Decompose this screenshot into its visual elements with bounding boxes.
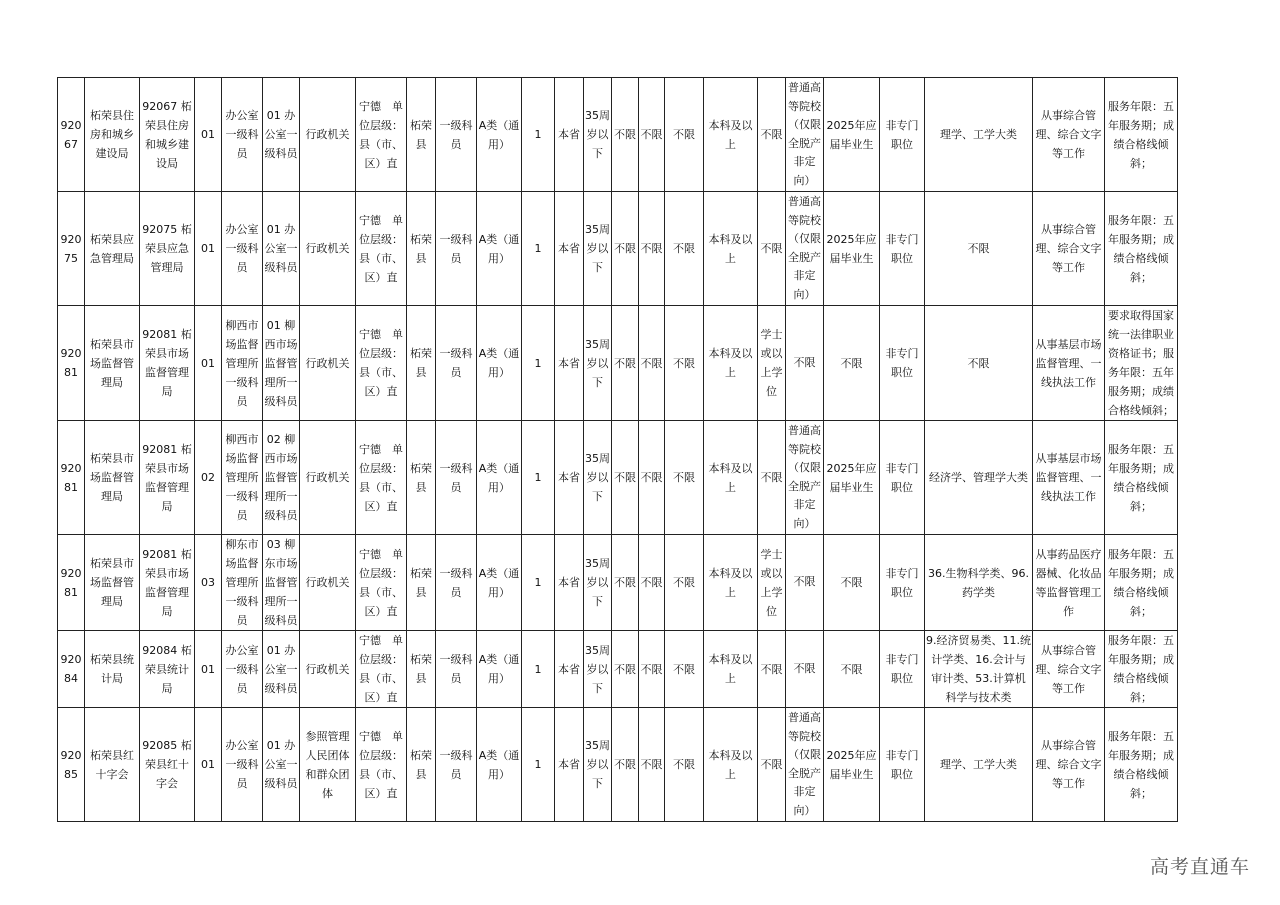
- cell-exam-category: A类（通用）: [477, 78, 522, 192]
- cell-remarks: 服务年限：五年服务期；成绩合格线倾斜；: [1105, 421, 1178, 535]
- cell-post-name: 柳西市场监督管理所一级科员: [222, 421, 263, 535]
- cell-remarks: 要求取得国家统一法律职业资格证书；服务年限：五年服务期；成绩合格线倾斜；: [1105, 306, 1178, 421]
- cell-education: 本科及以上: [704, 192, 758, 306]
- cell-unit-level: 宁德 单位层级：县（市、区）直: [356, 421, 407, 535]
- cell-political: 不限: [665, 535, 704, 631]
- cell-post-code: 01: [195, 192, 222, 306]
- cell-exam-category: A类（通用）: [477, 708, 522, 822]
- watermark: 高考直通车: [1149, 856, 1250, 878]
- cell-post-grade: 一级科员: [436, 306, 477, 421]
- cell-code-unit-name: 92067 柘荣县住房和城乡建设局: [140, 78, 195, 192]
- cell-post-type: 非专门职位: [880, 78, 925, 192]
- cell-headcount: 1: [522, 708, 555, 822]
- cell-post-type: 非专门职位: [880, 192, 925, 306]
- cell-major: 不限: [925, 306, 1033, 421]
- cell-household: 本省: [555, 535, 584, 631]
- cell-duties: 从事基层市场监督管理、一线执法工作: [1033, 421, 1105, 535]
- cell-education: 本科及以上: [704, 421, 758, 535]
- cell-age: 35周岁以下: [584, 535, 612, 631]
- cell-unit-nature: 行政机关: [300, 78, 356, 192]
- cell-unit-nature: 参照管理人民团体和群众团体: [300, 708, 356, 822]
- cell-code-post-name: 01 办公室一级科员: [263, 78, 300, 192]
- cell-ethnicity: 不限: [639, 192, 665, 306]
- cell-headcount: 1: [522, 192, 555, 306]
- cell-candidate-type: 不限: [824, 306, 880, 421]
- cell-household: 本省: [555, 78, 584, 192]
- cell-major: 理学、工学大类: [925, 708, 1033, 822]
- cell-gender: 不限: [612, 192, 639, 306]
- cell-unit-code: 92081: [58, 421, 85, 535]
- cell-degree: 学士或以上学位: [758, 306, 786, 421]
- cell-gender: 不限: [612, 421, 639, 535]
- cell-headcount: 1: [522, 631, 555, 708]
- cell-school-type: 不限: [786, 306, 824, 421]
- cell-ethnicity: 不限: [639, 535, 665, 631]
- cell-headcount: 1: [522, 535, 555, 631]
- cell-post-code: 02: [195, 421, 222, 535]
- cell-major: 不限: [925, 192, 1033, 306]
- cell-school-type: 普通高等院校（仅限全脱产非定向）: [786, 421, 824, 535]
- cell-county: 柘荣县: [407, 306, 436, 421]
- cell-county: 柘荣县: [407, 192, 436, 306]
- cell-education: 本科及以上: [704, 708, 758, 822]
- table-row: [58, 192, 1178, 306]
- cell-post-name: 办公室一级科员: [222, 708, 263, 822]
- cell-unit-code: 92081: [58, 306, 85, 421]
- cell-unit-code: 92084: [58, 631, 85, 708]
- cell-unit-code: 92067: [58, 78, 85, 192]
- cell-household: 本省: [555, 631, 584, 708]
- cell-code-post-name: 03 柳东市场监督管理所一级科员: [263, 535, 300, 631]
- cell-exam-category: A类（通用）: [477, 192, 522, 306]
- cell-political: 不限: [665, 192, 704, 306]
- cell-post-type: 非专门职位: [880, 306, 925, 421]
- cell-duties: 从事综合管理、综合文字等工作: [1033, 631, 1105, 708]
- cell-unit-nature: 行政机关: [300, 192, 356, 306]
- cell-headcount: 1: [522, 78, 555, 192]
- cell-unit-nature: 行政机关: [300, 535, 356, 631]
- cell-post-grade: 一级科员: [436, 535, 477, 631]
- cell-post-grade: 一级科员: [436, 421, 477, 535]
- cell-unit-code: 92081: [58, 535, 85, 631]
- cell-gender: 不限: [612, 78, 639, 192]
- cell-code-unit-name: 92081 柘荣县市场监督管理局: [140, 535, 195, 631]
- cell-unit-level: 宁德 单位层级：县（市、区）直: [356, 535, 407, 631]
- cell-post-grade: 一级科员: [436, 78, 477, 192]
- cell-headcount: 1: [522, 421, 555, 535]
- cell-education: 本科及以上: [704, 306, 758, 421]
- cell-code-post-name: 01 办公室一级科员: [263, 631, 300, 708]
- cell-code-unit-name: 92084 柘荣县统计局: [140, 631, 195, 708]
- cell-post-code: 01: [195, 631, 222, 708]
- cell-household: 本省: [555, 192, 584, 306]
- cell-degree: 学士或以上学位: [758, 535, 786, 631]
- cell-ethnicity: 不限: [639, 421, 665, 535]
- cell-headcount: 1: [522, 306, 555, 421]
- cell-major: 9.经济贸易类、11.统计学类、16.会计与审计类、53.计算机科学与技术类: [925, 631, 1033, 708]
- cell-post-name: 柳西市场监督管理所一级科员: [222, 306, 263, 421]
- cell-duties: 从事综合管理、综合文字等工作: [1033, 78, 1105, 192]
- cell-household: 本省: [555, 421, 584, 535]
- cell-age: 35周岁以下: [584, 192, 612, 306]
- cell-degree: 不限: [758, 192, 786, 306]
- cell-post-code: 01: [195, 708, 222, 822]
- cell-code-unit-name: 92075 柘荣县应急管理局: [140, 192, 195, 306]
- cell-major: 理学、工学大类: [925, 78, 1033, 192]
- cell-political: 不限: [665, 421, 704, 535]
- cell-county: 柘荣县: [407, 708, 436, 822]
- cell-education: 本科及以上: [704, 535, 758, 631]
- cell-unit-nature: 行政机关: [300, 306, 356, 421]
- cell-unit-name: 柘荣县市场监督管理局: [85, 306, 140, 421]
- cell-exam-category: A类（通用）: [477, 306, 522, 421]
- cell-unit-name: 柘荣县市场监督管理局: [85, 421, 140, 535]
- cell-county: 柘荣县: [407, 78, 436, 192]
- cell-school-type: 不限: [786, 535, 824, 631]
- cell-candidate-type: 2025年应届毕业生: [824, 421, 880, 535]
- cell-post-type: 非专门职位: [880, 535, 925, 631]
- cell-remarks: 服务年限：五年服务期；成绩合格线倾斜；: [1105, 535, 1178, 631]
- cell-candidate-type: 不限: [824, 535, 880, 631]
- cell-unit-code: 92075: [58, 192, 85, 306]
- cell-unit-nature: 行政机关: [300, 421, 356, 535]
- cell-age: 35周岁以下: [584, 708, 612, 822]
- cell-unit-level: 宁德 单位层级：县（市、区）直: [356, 306, 407, 421]
- cell-political: 不限: [665, 306, 704, 421]
- cell-unit-name: 柘荣县应急管理局: [85, 192, 140, 306]
- cell-code-unit-name: 92081 柘荣县市场监督管理局: [140, 421, 195, 535]
- cell-school-type: 普通高等院校（仅限全脱产非定向）: [786, 192, 824, 306]
- cell-major: 36.生物科学类、96.药学类: [925, 535, 1033, 631]
- cell-age: 35周岁以下: [584, 78, 612, 192]
- cell-household: 本省: [555, 306, 584, 421]
- cell-unit-level: 宁德 单位层级：县（市、区）直: [356, 192, 407, 306]
- cell-ethnicity: 不限: [639, 78, 665, 192]
- cell-unit-name: 柘荣县市场监督管理局: [85, 535, 140, 631]
- cell-gender: 不限: [612, 535, 639, 631]
- cell-post-code: 01: [195, 78, 222, 192]
- cell-unit-level: 宁德 单位层级：县（市、区）直: [356, 78, 407, 192]
- table-row: [58, 421, 1178, 535]
- cell-remarks: 服务年限：五年服务期；成绩合格线倾斜；: [1105, 631, 1178, 708]
- cell-household: 本省: [555, 708, 584, 822]
- cell-candidate-type: 2025年应届毕业生: [824, 78, 880, 192]
- cell-exam-category: A类（通用）: [477, 535, 522, 631]
- cell-gender: 不限: [612, 306, 639, 421]
- cell-age: 35周岁以下: [584, 421, 612, 535]
- cell-post-grade: 一级科员: [436, 708, 477, 822]
- cell-code-unit-name: 92081 柘荣县市场监督管理局: [140, 306, 195, 421]
- cell-post-code: 01: [195, 306, 222, 421]
- cell-school-type: 不限: [786, 631, 824, 708]
- cell-ethnicity: 不限: [639, 708, 665, 822]
- cell-unit-code: 92085: [58, 708, 85, 822]
- cell-gender: 不限: [612, 708, 639, 822]
- cell-exam-category: A类（通用）: [477, 631, 522, 708]
- cell-post-name: 办公室一级科员: [222, 78, 263, 192]
- cell-code-post-name: 01 柳西市场监督管理所一级科员: [263, 306, 300, 421]
- cell-post-grade: 一级科员: [436, 192, 477, 306]
- cell-duties: 从事综合管理、综合文字等工作: [1033, 192, 1105, 306]
- table-row: [58, 306, 1178, 421]
- cell-candidate-type: 2025年应届毕业生: [824, 192, 880, 306]
- cell-education: 本科及以上: [704, 78, 758, 192]
- cell-education: 本科及以上: [704, 631, 758, 708]
- cell-code-post-name: 02 柳西市场监督管理所一级科员: [263, 421, 300, 535]
- cell-school-type: 普通高等院校（仅限全脱产非定向）: [786, 78, 824, 192]
- cell-exam-category: A类（通用）: [477, 421, 522, 535]
- cell-county: 柘荣县: [407, 421, 436, 535]
- cell-ethnicity: 不限: [639, 631, 665, 708]
- cell-candidate-type: 2025年应届毕业生: [824, 708, 880, 822]
- cell-unit-nature: 行政机关: [300, 631, 356, 708]
- cell-code-post-name: 01 办公室一级科员: [263, 192, 300, 306]
- table-row: [58, 78, 1178, 192]
- cell-remarks: 服务年限：五年服务期；成绩合格线倾斜；: [1105, 708, 1178, 822]
- cell-unit-level: 宁德 单位层级：县（市、区）直: [356, 631, 407, 708]
- cell-post-type: 非专门职位: [880, 421, 925, 535]
- cell-political: 不限: [665, 78, 704, 192]
- cell-degree: 不限: [758, 78, 786, 192]
- cell-post-name: 柳东市场监督管理所一级科员: [222, 535, 263, 631]
- cell-political: 不限: [665, 708, 704, 822]
- cell-county: 柘荣县: [407, 535, 436, 631]
- cell-gender: 不限: [612, 631, 639, 708]
- cell-code-post-name: 01 办公室一级科员: [263, 708, 300, 822]
- cell-remarks: 服务年限：五年服务期；成绩合格线倾斜；: [1105, 192, 1178, 306]
- cell-post-code: 03: [195, 535, 222, 631]
- cell-school-type: 普通高等院校（仅限全脱产非定向）: [786, 708, 824, 822]
- cell-county: 柘荣县: [407, 631, 436, 708]
- table-row: [58, 631, 1178, 708]
- cell-code-unit-name: 92085 柘荣县红十字会: [140, 708, 195, 822]
- cell-duties: 从事药品医疗器械、化妆品等监督管理工作: [1033, 535, 1105, 631]
- table-row: [58, 708, 1178, 822]
- cell-political: 不限: [665, 631, 704, 708]
- cell-degree: 不限: [758, 631, 786, 708]
- cell-age: 35周岁以下: [584, 306, 612, 421]
- cell-age: 35周岁以下: [584, 631, 612, 708]
- cell-degree: 不限: [758, 708, 786, 822]
- cell-unit-name: 柘荣县红十字会: [85, 708, 140, 822]
- cell-post-name: 办公室一级科员: [222, 631, 263, 708]
- cell-post-type: 非专门职位: [880, 631, 925, 708]
- cell-post-grade: 一级科员: [436, 631, 477, 708]
- cell-unit-name: 柘荣县统计局: [85, 631, 140, 708]
- cell-post-type: 非专门职位: [880, 708, 925, 822]
- cell-remarks: 服务年限：五年服务期；成绩合格线倾斜；: [1105, 78, 1178, 192]
- cell-unit-level: 宁德 单位层级：县（市、区）直: [356, 708, 407, 822]
- table-body: [58, 78, 1178, 822]
- cell-degree: 不限: [758, 421, 786, 535]
- cell-ethnicity: 不限: [639, 306, 665, 421]
- cell-post-name: 办公室一级科员: [222, 192, 263, 306]
- recruitment-table: [57, 77, 1178, 822]
- table-row: [58, 535, 1178, 631]
- cell-major: 经济学、管理学大类: [925, 421, 1033, 535]
- cell-unit-name: 柘荣县住房和城乡建设局: [85, 78, 140, 192]
- cell-duties: 从事基层市场监督管理、一线执法工作: [1033, 306, 1105, 421]
- cell-candidate-type: 不限: [824, 631, 880, 708]
- cell-duties: 从事综合管理、综合文字等工作: [1033, 708, 1105, 822]
